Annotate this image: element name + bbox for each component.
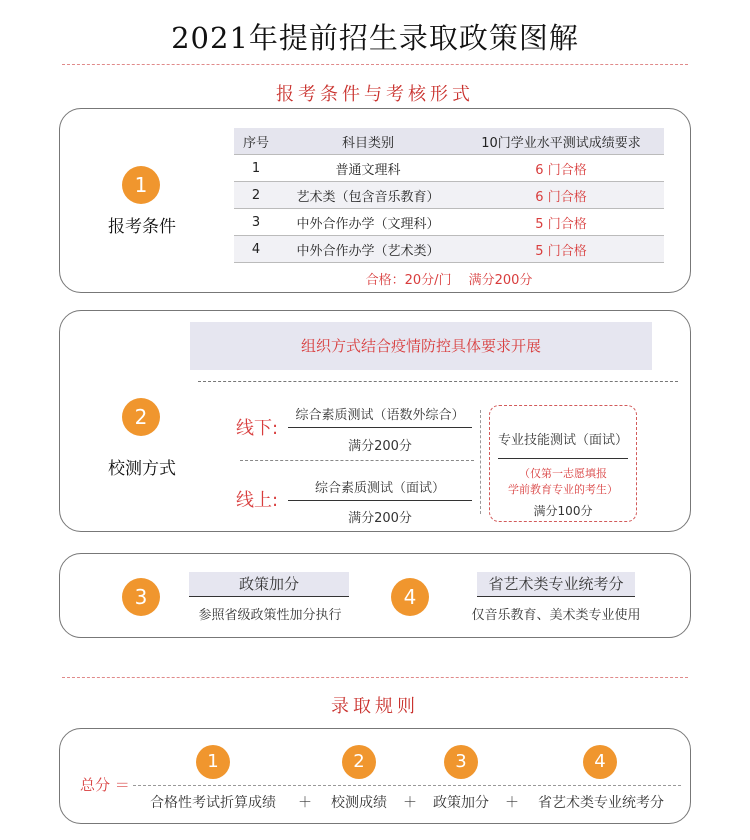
policy-bonus-desc: 参照省级政策性加分执行 <box>198 608 342 623</box>
art-exam-desc: 仅音乐教育、美术类专业使用 <box>471 608 641 623</box>
offline-score: 满分200分 <box>348 439 412 454</box>
step-2-badge: 2 <box>122 398 160 436</box>
formula-plus-3: ＋ <box>505 795 519 811</box>
row-index: 4 <box>234 236 278 263</box>
table-row <box>234 182 664 209</box>
formula-term-4: 省艺术类专业统考分 <box>538 795 664 811</box>
method-divider <box>198 381 678 382</box>
row-category: 艺术类（包含音乐教育） <box>278 182 458 209</box>
step-1-badge: 1 <box>122 166 160 204</box>
score-note: 合格：20分/门 满分200分 <box>365 273 533 288</box>
section-heading-admission: 录取规则 <box>331 696 419 717</box>
row-category: 中外合作办学（艺术类） <box>278 236 458 263</box>
mode-divider <box>240 460 474 461</box>
table-row <box>234 236 664 263</box>
vertical-divider <box>480 410 481 514</box>
formula-badge-2: 2 <box>342 745 376 779</box>
formula-term-1: 合格性考试折算成绩 <box>150 795 276 811</box>
table-row <box>234 155 664 182</box>
formula-badge-4: 4 <box>583 745 617 779</box>
step-4-badge: 4 <box>391 578 429 616</box>
skill-test: 专业技能测试（面试） <box>497 433 628 448</box>
page-title: 2021年提前招生录取政策图解 <box>171 21 579 55</box>
table-header-row <box>234 128 664 155</box>
organization-banner: 组织方式结合疫情防控具体要求开展 <box>190 322 652 370</box>
online-score: 满分200分 <box>348 511 412 526</box>
step-3-badge: 3 <box>122 578 160 616</box>
row-requirement: 6 门合格 <box>458 182 664 209</box>
row-requirement: 5 门合格 <box>458 236 664 263</box>
row-category: 普通文理科 <box>278 155 458 182</box>
formula-badge-3: 3 <box>444 745 478 779</box>
offline-label: 线下: <box>236 418 279 439</box>
formula-divider <box>133 785 681 786</box>
total-label: 总分 ＝ <box>80 776 130 794</box>
skill-underline <box>498 458 628 459</box>
offline-test: 综合素质测试（语数外综合） <box>288 404 472 428</box>
section-heading-conditions: 报考条件与考核形式 <box>276 84 474 105</box>
art-exam-title: 省艺术类专业统考分 <box>477 572 635 597</box>
row-requirement: 5 门合格 <box>458 209 664 236</box>
section2-divider <box>62 677 688 678</box>
col-header-index: 序号 <box>234 128 278 155</box>
skill-score: 满分100分 <box>533 504 593 518</box>
col-header-requirement: 10门学业水平测试成绩要求 <box>458 128 664 155</box>
skill-note-line1: （仅第一志愿填报 <box>519 467 607 480</box>
online-label: 线上: <box>236 490 279 511</box>
row-index: 1 <box>234 155 278 182</box>
formula-badge-1: 1 <box>196 745 230 779</box>
method-label: 校测方式 <box>108 459 176 479</box>
formula-term-3: 政策加分 <box>433 795 489 811</box>
row-category: 中外合作办学（文理科） <box>278 209 458 236</box>
row-index: 3 <box>234 209 278 236</box>
conditions-label: 报考条件 <box>108 217 176 237</box>
row-requirement: 6 门合格 <box>458 155 664 182</box>
policy-bonus-title: 政策加分 <box>189 572 349 597</box>
formula-term-2: 校测成绩 <box>331 795 387 811</box>
online-test: 综合素质测试（面试） <box>288 477 472 501</box>
formula-plus-2: ＋ <box>403 795 417 811</box>
table-row <box>234 209 664 236</box>
skill-note-line2: 学前教育专业的考生） <box>508 483 618 496</box>
formula-plus-1: ＋ <box>298 795 312 811</box>
requirements-table <box>234 128 664 263</box>
col-header-category: 科目类别 <box>278 128 458 155</box>
row-index: 2 <box>234 182 278 209</box>
title-divider <box>62 64 688 65</box>
